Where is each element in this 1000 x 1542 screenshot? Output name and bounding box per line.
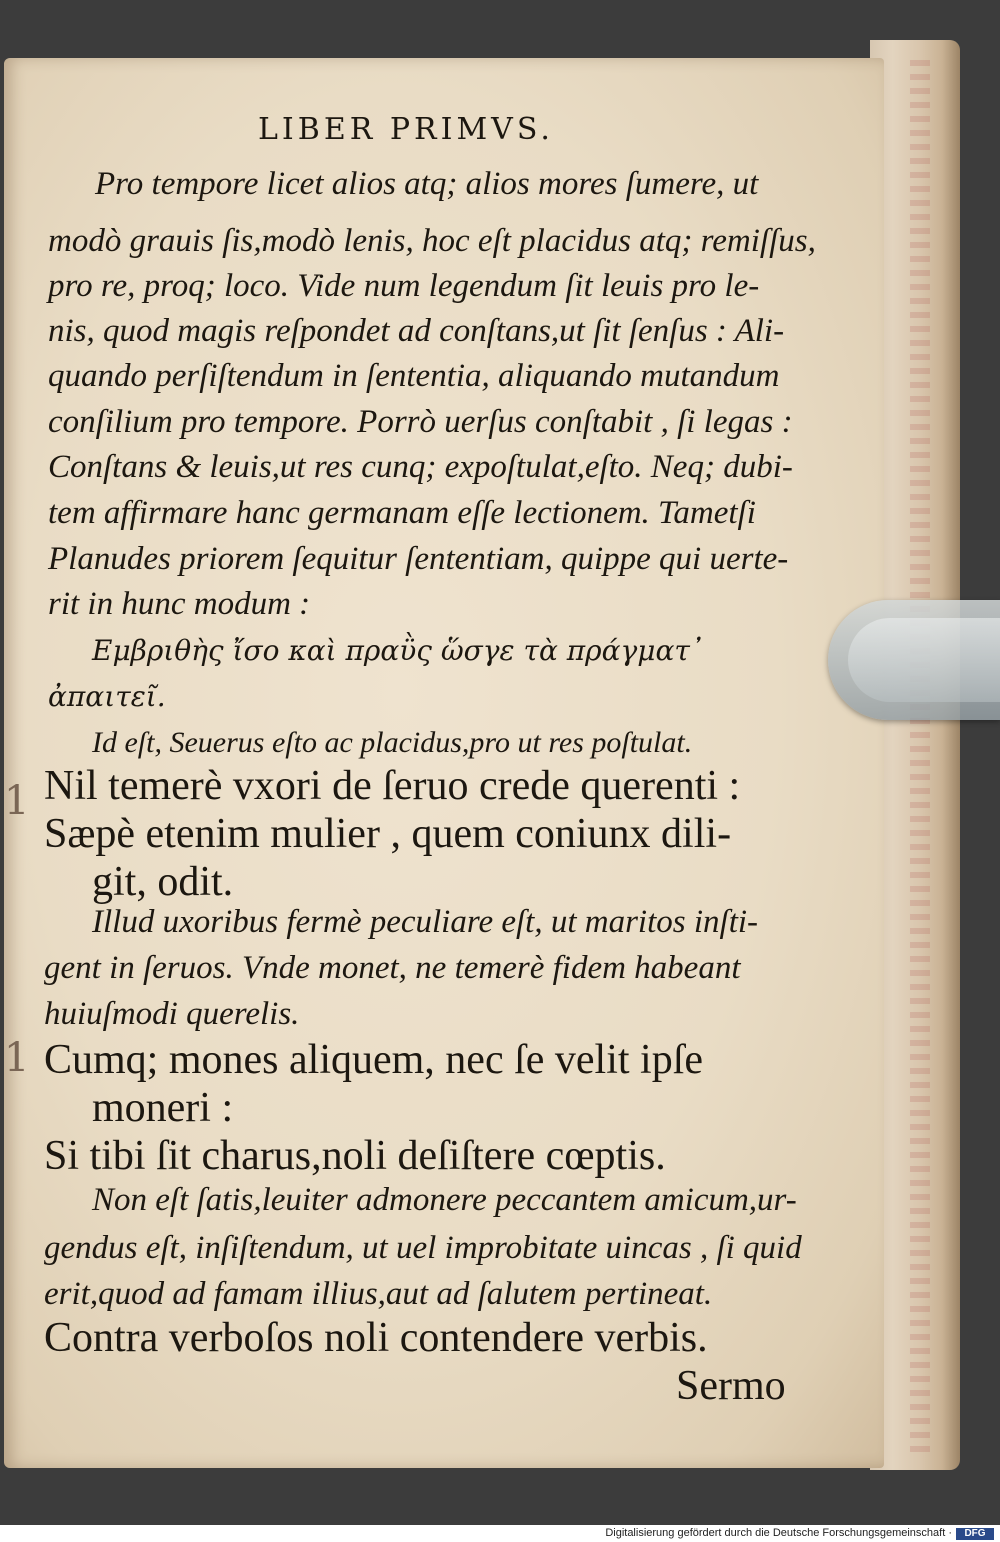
commentary-line: erit,quod ad famam illius,aut ad ſalutem pertineat. [44,1276,713,1312]
marginal-mark: 1 [4,778,30,824]
verse-line: Nil temerè vxori de ſeruo crede querenti : [44,763,741,809]
text-line: conſilium pro tempore. Porrò uerſus conſtabit , ſi legas : [48,404,793,440]
greek-line: Εμβριθὴς ἴσο καὶ πραῢς ὥσγε τὰ πράγματ᾽ [92,634,704,667]
running-head: LIBER PRIMVS. [258,112,554,147]
catchword: Sermo [676,1363,786,1409]
translation-line: Id eſt, Seuerus eſto ac placidus,pro ut res poſtulat. [92,726,693,759]
page-clip-highlight [848,618,1000,702]
commentary-line: Non eſt ſatis,leuiter admonere peccantem amicum,ur- [92,1182,797,1218]
marginal-mark: 1 [4,1035,30,1081]
commentary-line: huiuſmodi querelis. [44,996,300,1032]
commentary-line: gendus eſt, inſiſtendum, ut uel improbitate uincas , ſi quid [44,1230,802,1266]
footer-credit: Digitalisierung gefördert durch die Deutsche Forschungsgemeinschaft · [605,1527,952,1539]
verse-line: Si tibi ſit charus,noli deſiſtere cœptis. [44,1133,666,1179]
fore-edge-stain [910,60,930,1460]
text-line: Planudes priorem ſequitur ſententiam, quippe qui uerte- [48,541,789,577]
verse-line: Contra verboſos noli contendere verbis. [44,1315,708,1361]
greek-line: ἀπαιτεῖ. [48,680,166,713]
verse-line: moneri : [92,1085,234,1131]
commentary-line: Illud uxoribus fermè peculiare eſt, ut maritos inſti- [92,904,759,940]
commentary-line: gent in ſeruos. Vnde monet, ne temerè fidem habeant [44,950,741,986]
verse-line: Cumq; mones aliquem, nec ſe velit ipſe [44,1037,704,1083]
verse-line: Sæpè etenim mulier , quem coniunx dili- [44,811,732,857]
text-line: tem affirmare hanc germanam eſſe lectionem. Tametſi [48,495,756,531]
verse-line: git, odit. [92,859,234,905]
text-line: quando perſiſtendum in ſententia, aliquando mutandum [48,358,780,394]
text-line: Conſtans & leuis,ut res cunq; expoſtulat,eſto. Neq; dubi- [48,449,793,485]
text-line: Pro tempore licet alios atq; alios mores ſumere, ut [95,166,759,202]
dfg-logo: DFG [956,1528,994,1540]
text-line: pro re, proq; loco. Vide num legendum ſit leuis pro le- [48,268,760,304]
text-line: rit in hunc modum : [48,586,311,622]
text-line: nis, quod magis reſpondet ad conſtans,ut ſit ſenſus : Ali- [48,313,785,349]
text-line: modò grauis ſis,modò lenis, hoc eſt placidus atq; remiſſus, [48,223,816,259]
